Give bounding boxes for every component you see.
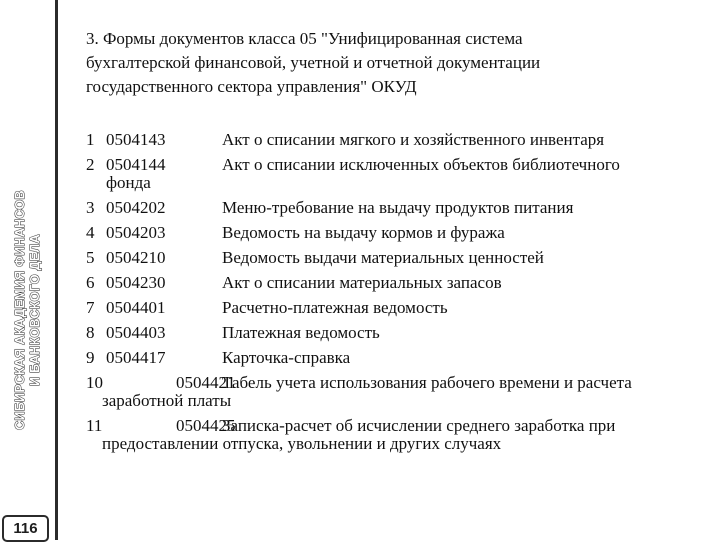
heading-line3: государственного сектора управления" ОКУД [86,77,417,96]
item-title: Записка-расчет об исчислении среднего заработка при [222,416,616,435]
item-title: Акт о списании исключенных объектов библиотечного [222,155,620,174]
list-item [86,298,696,318]
item-title: Меню-требование на выдачу продуктов питания [222,198,574,217]
item-code: 0504417 [106,348,166,367]
list-item [86,373,696,411]
item-code: 0504401 [106,298,166,317]
section-heading [86,27,686,99]
item-code: 0504421 [176,373,236,392]
item-code: 0504230 [106,273,166,292]
item-code: 0504144 [106,155,166,174]
list-item [86,198,696,218]
academy-name-line2: И БАНКОВСКОГО ДЕЛА [28,234,43,386]
item-number: 1 [86,130,95,149]
list-item [86,223,696,243]
item-title: Акт о списании мягкого и хозяйственного инвентаря [222,130,605,149]
item-title-continuation: фонда [106,173,151,192]
item-title: Акт о списании материальных запасов [222,273,502,292]
item-number: 6 [86,273,95,292]
list-item [86,248,696,268]
item-code: 0504143 [106,130,166,149]
list-item [86,273,696,293]
list-item [86,323,696,343]
document-list [86,130,696,459]
item-title: Расчетно-платежная ведомость [222,298,448,317]
list-item [86,155,696,193]
item-number: 8 [86,323,95,342]
item-title: Карточка-справка [222,348,351,367]
item-number: 7 [86,298,95,317]
item-number: 9 [86,348,95,367]
list-item [86,416,696,454]
item-code: 0504202 [106,198,166,217]
item-number: 10 [86,373,103,392]
academy-name-text [13,190,43,430]
heading-line2: бухгалтерской финансовой, учетной и отчетной документации [86,53,541,72]
list-item [86,130,696,150]
item-code: 0504425 [176,416,236,435]
heading-line1: 3. Формы документов класса 05 "Унифицированная система [86,29,523,48]
item-title: Ведомость выдачи материальных ценностей [222,248,544,267]
academy-name-line1: СИБИРСКАЯ АКАДЕМИЯ ФИНАНСОВ [13,190,28,430]
sidebar [0,0,58,540]
item-title: Табель учета использования рабочего времени и расчета [222,373,632,392]
item-title-continuation: предоставлении отпуска, увольнении и других случаях [102,434,502,453]
list-item [86,348,696,368]
item-code: 0504203 [106,223,166,242]
item-code: 0504403 [106,323,166,342]
item-number: 11 [86,416,103,435]
item-code: 0504210 [106,248,166,267]
item-title: Платежная ведомость [222,323,380,342]
page-number: 116 [2,515,49,542]
academy-name-vertical [0,160,56,460]
item-number: 3 [86,198,95,217]
item-number: 2 [86,155,95,174]
item-number: 4 [86,223,95,242]
item-title: Ведомость на выдачу кормов и фуража [222,223,505,242]
item-title-continuation: заработной платы [102,391,232,410]
item-number: 5 [86,248,95,267]
